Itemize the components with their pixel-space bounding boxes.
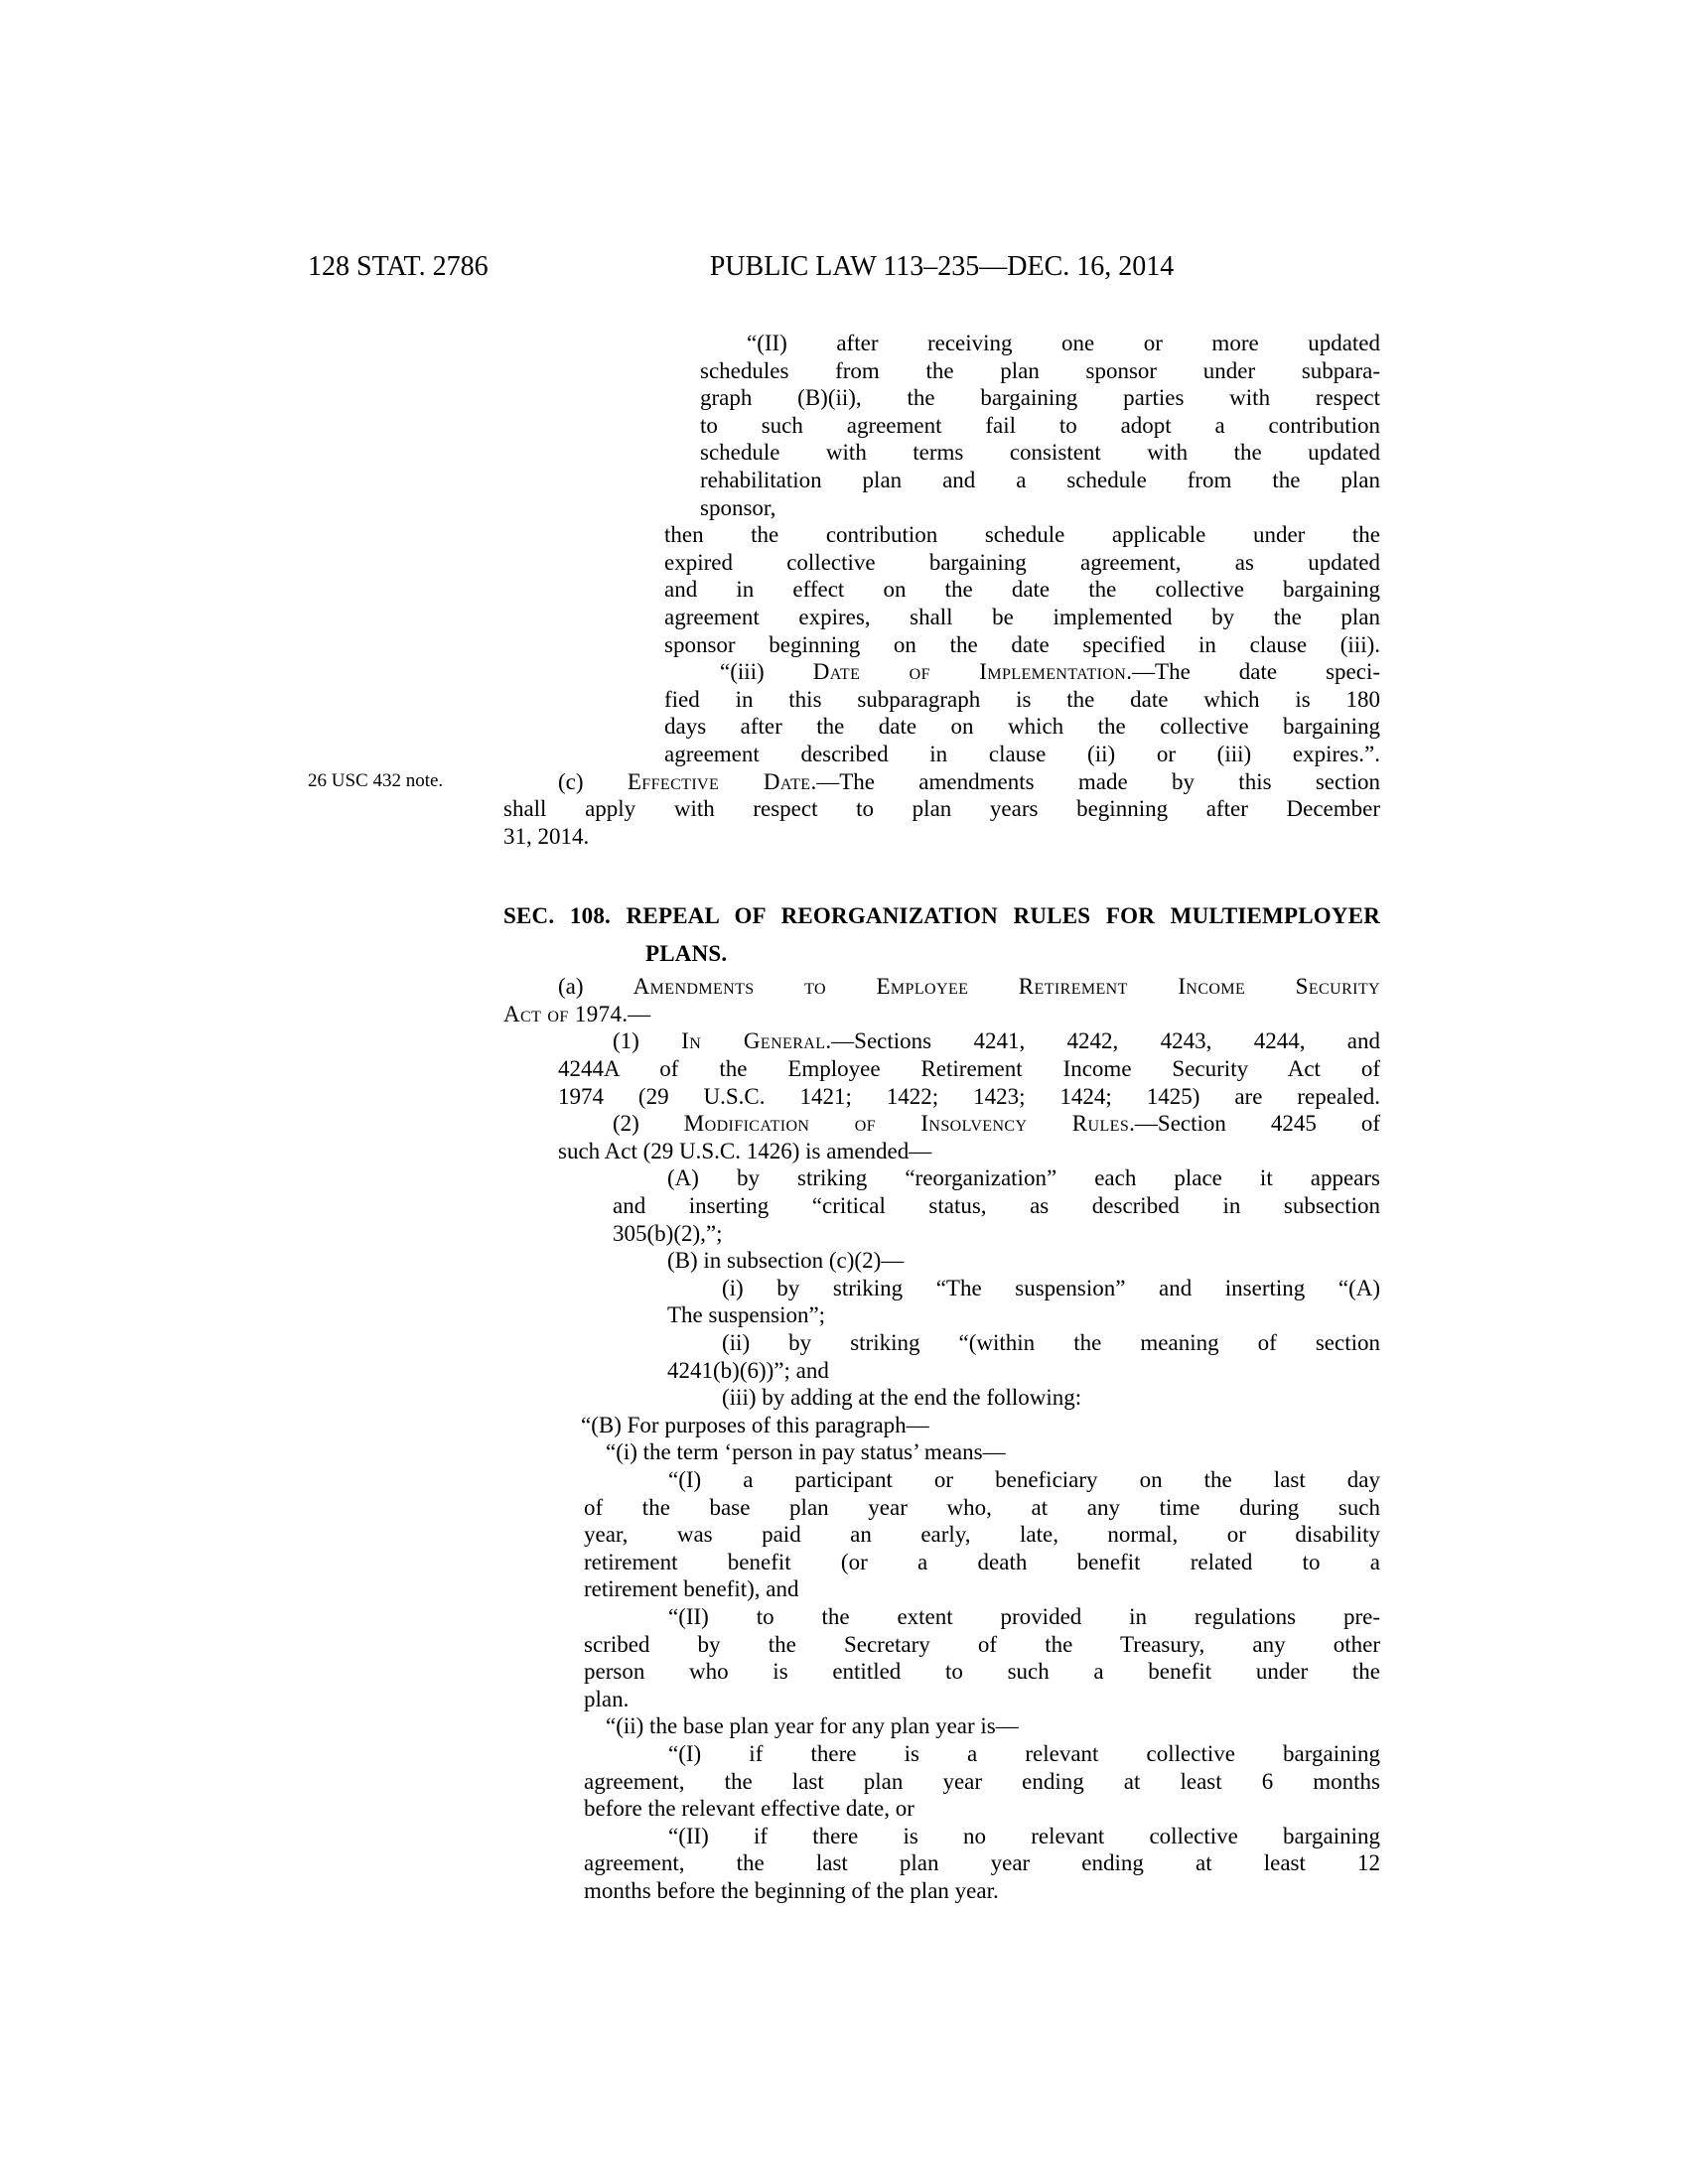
flush-text-contribution-schedule [664, 521, 1380, 658]
text-segment: expired collective bargaining agreement, as updated [664, 549, 1380, 575]
text-line [503, 795, 1380, 823]
text-line [584, 1575, 1380, 1603]
text-segment: (A) by striking “reorganization” each place it appears [667, 1165, 1380, 1191]
text-segment: .—Section 4245 of [1129, 1111, 1380, 1137]
text-line [613, 1192, 1380, 1220]
text-segment: such Act (29 U.S.C. 1426) is amended— [558, 1138, 932, 1163]
text-line [613, 1220, 1380, 1248]
text-segment: (B) in subsection (c)(2)— [667, 1248, 905, 1274]
text-line [584, 1521, 1380, 1549]
text-line [584, 1658, 1380, 1686]
text-line [700, 494, 1380, 522]
text-line [700, 384, 1380, 412]
text-segment: to such agreement fail to adopt a contribution [700, 412, 1380, 438]
text-line [584, 1849, 1380, 1877]
text-line [503, 973, 1380, 1001]
text-segment: (1) [613, 1028, 682, 1054]
quoted-subclause-II-no-relevant-cba [584, 1823, 1380, 1905]
text-segment: days after the date on which the collective bargaining [664, 714, 1380, 740]
quoted-subclause-I-participant-or-beneficiary [584, 1466, 1380, 1603]
text-line [503, 768, 1380, 796]
subparagraph-A-striking-reorganization [613, 1164, 1380, 1247]
text-segment: and inserting “critical status, as described in subsection [613, 1193, 1380, 1219]
subsection-a-amendments-to-erisa [503, 973, 1380, 1027]
text-line [503, 897, 1380, 935]
text-segment: The suspension”; [667, 1302, 826, 1328]
text-segment: (2) [613, 1111, 684, 1137]
text-line [584, 1768, 1380, 1796]
margin-note-usc-reference: 26 USC 432 note. [308, 770, 444, 791]
text-segment: sponsor, [700, 494, 776, 520]
text-segment: .— [622, 1001, 651, 1026]
text-segment: 305(b)(2),”; [613, 1220, 723, 1246]
text-segment: (i) by striking “The suspension” and inserting “(A) [722, 1275, 1380, 1300]
text-segment: person who is entitled to such a benefit under the [584, 1659, 1380, 1685]
clause-i-striking-the-suspension [667, 1275, 1380, 1329]
text-segment: schedules from the plan sponsor under subpara- [700, 357, 1380, 383]
quoted-subparagraph-B-for-purposes [581, 1412, 1380, 1439]
text-line [664, 713, 1380, 741]
text-line [606, 1438, 1380, 1466]
text-line [664, 521, 1380, 549]
text-line [664, 576, 1380, 604]
text-line [700, 357, 1380, 385]
running-head-law-title: PUBLIC LAW 113–235—DEC. 16, 2014 [709, 251, 1175, 282]
text-line [584, 1795, 1380, 1823]
text-line [667, 1357, 1380, 1385]
text-line [558, 1138, 1380, 1165]
text-segment: then the contribution schedule applicable under the [664, 522, 1380, 548]
text-segment: 4244A of the Employee Retirement Income Security Act of [558, 1056, 1380, 1082]
text-segment: “(II) to the extent provided in regulations pre- [668, 1603, 1380, 1629]
text-segment: retirement benefit (or a death benefit related to a [584, 1549, 1380, 1574]
paragraph-2-modification-of-insolvency-rules [558, 1110, 1380, 1164]
stat-page-number: 128 STAT. 2786 [308, 251, 489, 282]
text-segment: 1974 (29 U.S.C. 1421; 1422; 1423; 1424; 1425) are repealed. [558, 1083, 1380, 1109]
text-segment: before the relevant effective date, or [584, 1796, 914, 1822]
text-segment: “(II) after receiving one or more updated [747, 331, 1380, 355]
text-segment: months before the beginning of the plan year. [584, 1877, 999, 1903]
statute-text-column [503, 330, 1380, 1904]
quoted-subclause-I-relevant-cba [584, 1740, 1380, 1823]
text-segment: PLANS. [645, 941, 728, 967]
section-108-heading [503, 897, 1380, 973]
text-line [645, 935, 1380, 973]
text-line [700, 330, 1380, 357]
text-line [700, 467, 1380, 494]
quoted-subclause-II-regulations-treasury [584, 1603, 1380, 1712]
text-segment: (iii) by adding at the end the following: [722, 1385, 1082, 1411]
text-segment: “(II) if there is no relevant collective bargaining [668, 1823, 1380, 1848]
subparagraph-B-in-subsection-c2 [613, 1247, 1380, 1275]
text-segment: “(I) if there is a relevant collective bargaining [668, 1740, 1380, 1766]
text-segment: SEC. 108. REPEAL OF REORGANIZATION RULES FOR MULTIEMPLOYER [503, 903, 1380, 929]
text-segment: (a) [558, 974, 633, 1000]
text-segment: .—The date speci- [1126, 659, 1380, 685]
text-line [606, 1712, 1380, 1740]
text-segment: .—The amendments made by this section [810, 768, 1381, 794]
text-line [664, 631, 1380, 659]
text-segment: agreement expires, shall be implemented by the plan [664, 604, 1380, 629]
text-line [667, 1301, 1380, 1329]
text-line [664, 549, 1380, 577]
text-line [584, 1494, 1380, 1522]
text-line [613, 1247, 1380, 1275]
text-line [664, 604, 1380, 631]
text-line [584, 1823, 1380, 1850]
text-segment: agreement described in clause (ii) or (iii) expires.”. [664, 741, 1380, 766]
text-line [667, 1275, 1380, 1302]
text-line [584, 1686, 1380, 1713]
text-line [503, 823, 1380, 851]
text-line [581, 1412, 1380, 1439]
text-line [664, 686, 1380, 714]
text-segment: retirement benefit), and [584, 1576, 799, 1602]
quoted-clause-iii-date-of-implementation [664, 658, 1380, 767]
text-line [584, 1549, 1380, 1576]
text-line [584, 1877, 1380, 1905]
text-segment: “(I) a participant or beneficiary on the last day [668, 1466, 1380, 1492]
clause-iii-adding-at-the-end [667, 1384, 1380, 1412]
text-line [664, 658, 1380, 686]
text-line [584, 1631, 1380, 1659]
text-segment: and in effect on the date the collective bargaining [664, 577, 1380, 603]
text-segment: “(B) For purposes of this paragraph— [581, 1412, 929, 1437]
text-line [558, 1055, 1380, 1083]
text-segment: “(ii) the base plan year for any plan year is— [606, 1713, 1019, 1739]
text-segment: fied in this subparagraph is the date which is 180 [664, 686, 1380, 712]
text-segment: “(i) the term ‘person in pay status’ means— [606, 1439, 1006, 1465]
text-segment: of the base plan year who, at any time during such [584, 1494, 1380, 1520]
paragraph-1-in-general [558, 1027, 1380, 1110]
text-line [558, 1083, 1380, 1111]
text-segment: year, was paid an early, late, normal, or disability [584, 1522, 1380, 1548]
small-caps-text: Modification of Insolvency Rules [683, 1111, 1130, 1137]
text-line [584, 1603, 1380, 1631]
text-line [613, 1164, 1380, 1192]
small-caps-text: Amendments to Employee Retirement Income Security [633, 974, 1380, 1000]
text-line [558, 1110, 1380, 1138]
text-line [700, 439, 1380, 467]
text-segment: (c) [558, 768, 628, 794]
quoted-clause-ii-base-plan-year [606, 1712, 1380, 1740]
subsection-c-effective-date [503, 768, 1380, 851]
text-segment: 31, 2014. [503, 823, 590, 849]
text-segment: scribed by the Secretary of the Treasury, any other [584, 1631, 1380, 1657]
small-caps-text: Date of Implementation [812, 659, 1127, 685]
text-segment: agreement, the last plan year ending at least 12 [584, 1850, 1380, 1876]
text-line [584, 1740, 1380, 1768]
text-line [584, 1466, 1380, 1494]
clause-ii-striking-within-the-meaning [667, 1329, 1380, 1384]
text-segment: rehabilitation plan and a schedule from the plan [700, 467, 1380, 492]
text-segment: sponsor beginning on the date specified in clause (iii). [664, 631, 1380, 657]
quoted-subclause-II-updated-schedules [700, 330, 1380, 521]
text-line [667, 1384, 1380, 1412]
text-segment: plan. [584, 1686, 630, 1711]
text-segment: “(iii) [720, 659, 813, 685]
small-caps-text: Effective Date [627, 768, 811, 794]
small-caps-text: Act of 1974 [503, 1001, 623, 1026]
text-line [667, 1329, 1380, 1357]
text-line [503, 1001, 1380, 1028]
quoted-clause-i-person-in-pay-status [606, 1438, 1380, 1466]
small-caps-text: In General [681, 1028, 826, 1054]
text-segment: (ii) by striking “(within the meaning of section [722, 1330, 1380, 1355]
text-segment: schedule with terms consistent with the updated [700, 440, 1380, 466]
text-line [700, 412, 1380, 440]
text-line [558, 1027, 1380, 1055]
text-segment: .—Sections 4241, 4242, 4243, 4244, and [825, 1028, 1380, 1054]
text-segment: shall apply with respect to plan years beginning after December [503, 796, 1380, 822]
text-segment: graph (B)(ii), the bargaining parties with respect [700, 385, 1380, 411]
text-segment: agreement, the last plan year ending at least 6 months [584, 1768, 1380, 1794]
text-segment: 4241(b)(6))”; and [667, 1357, 829, 1383]
text-line [664, 741, 1380, 768]
